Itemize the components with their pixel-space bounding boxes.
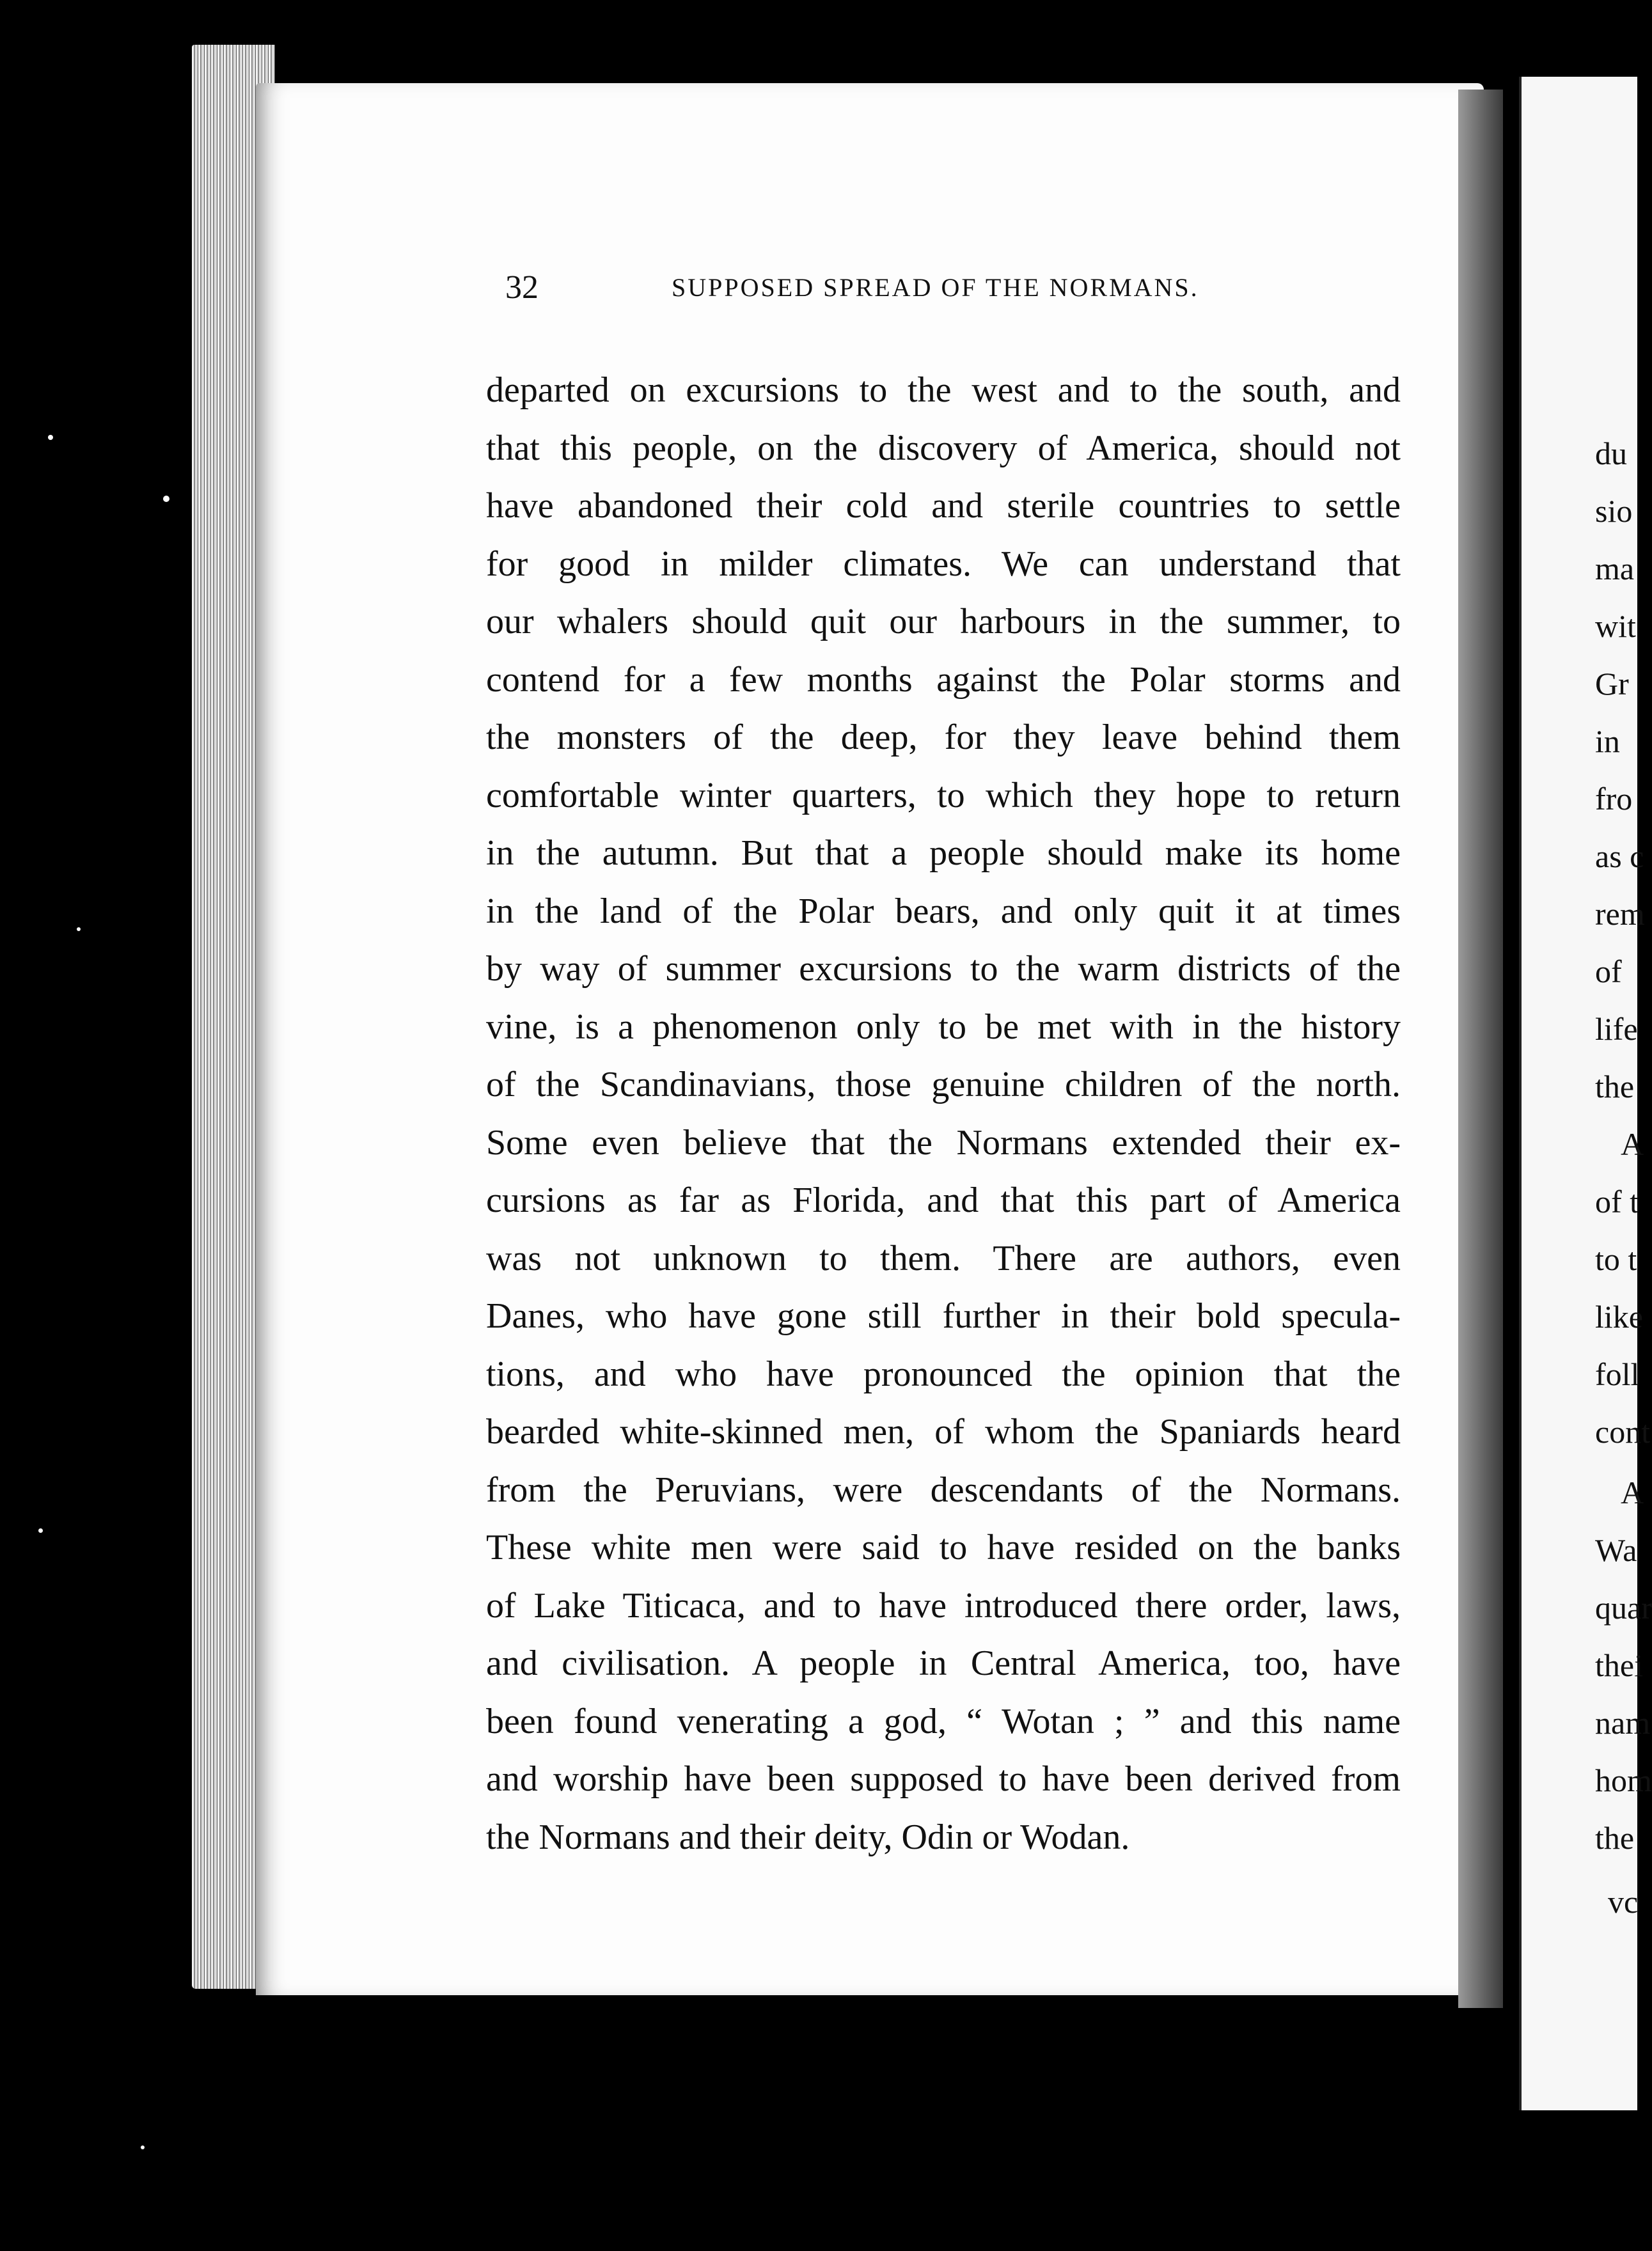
right-page-fragment: in xyxy=(1595,723,1620,759)
book-page-right xyxy=(1519,77,1652,2110)
body-text xyxy=(486,361,1401,1866)
running-head: SUPPOSED SPREAD OF THE NORMANS. xyxy=(672,273,1199,302)
dust-speck xyxy=(163,496,169,502)
right-page-fragment: thei xyxy=(1595,1647,1643,1683)
text-line: Some even believe that the Normans extended their ex- xyxy=(486,1122,1401,1163)
right-page-fragment: the xyxy=(1595,1069,1635,1104)
right-page-fragment: of xyxy=(1595,953,1622,989)
right-page-fragment: vc xyxy=(1608,1884,1639,1920)
right-page-fragment: A xyxy=(1621,1126,1644,1162)
right-page-fragment: wit xyxy=(1595,608,1636,644)
right-page-fragment: life xyxy=(1595,1011,1638,1047)
right-page-fragment: the xyxy=(1595,1820,1635,1856)
right-page-fragment: Gr xyxy=(1595,666,1629,702)
page-header xyxy=(505,269,1260,313)
right-page-fragment: rem xyxy=(1595,896,1645,932)
right-page-fragment: nam xyxy=(1595,1705,1651,1741)
text-line: contend for a few months against the Polar storms and xyxy=(486,659,1401,700)
right-page-fragment: hom xyxy=(1595,1762,1652,1798)
text-line: been found venerating a god, “ Wotan ; ” and this name xyxy=(486,1701,1401,1741)
text-line: of Lake Titicaca, and to have introduced there order, laws, xyxy=(486,1585,1401,1626)
right-page-fragment: quar xyxy=(1595,1590,1652,1626)
text-line: departed on excursions to the west and to the south, and xyxy=(486,370,1401,410)
right-page-fragment: foll xyxy=(1595,1356,1640,1392)
right-page-fragment: sio xyxy=(1595,493,1633,529)
right-page-fragment: cont xyxy=(1595,1414,1651,1450)
text-line: our whalers should quit our harbours in the summer, to xyxy=(486,602,1401,641)
text-line: for good in milder climates. We can understand that xyxy=(486,544,1401,584)
text-line: was not unknown to them. There are authors, even xyxy=(486,1238,1401,1278)
text-line: of the Scandinavians, those genuine children of the north. xyxy=(486,1065,1401,1104)
dust-speck xyxy=(38,1528,43,1533)
right-page-fragment: as c xyxy=(1595,838,1644,874)
text-line: in the autumn. But that a people should make its home xyxy=(486,833,1401,873)
gutter-shadow xyxy=(1458,90,1503,2008)
right-page-fragment: A xyxy=(1621,1475,1644,1510)
right-page-fragment: to t xyxy=(1595,1241,1637,1277)
right-page-fragment: du xyxy=(1595,435,1627,471)
text-line: Danes, who have gone still further in their bold specula- xyxy=(486,1296,1401,1336)
right-page-fragment: of t xyxy=(1595,1184,1639,1220)
dust-speck xyxy=(77,927,81,931)
text-line: tions, and who have pronounced the opinion that the xyxy=(486,1354,1401,1394)
text-line: These white men were said to have resided on the banks xyxy=(486,1528,1401,1567)
text-line: and civilisation. A people in Central America, too, have xyxy=(486,1643,1401,1683)
text-line: vine, is a phenomenon only to be met with in the history xyxy=(486,1007,1401,1047)
right-page-fragment: like xyxy=(1595,1299,1643,1335)
dust-speck xyxy=(141,2145,145,2149)
text-line-last: the Normans and their deity, Odin or Wodan. xyxy=(486,1817,1130,1857)
page-number: 32 xyxy=(505,269,539,306)
text-line: in the land of the Polar bears, and only quit it at times xyxy=(486,891,1401,931)
text-line: and worship have been supposed to have been derived from xyxy=(486,1759,1401,1799)
text-line: by way of summer excursions to the warm districts of the xyxy=(486,949,1401,989)
text-line: from the Peruvians, were descendants of the Normans. xyxy=(486,1470,1401,1510)
right-page-fragment: fro xyxy=(1595,781,1633,817)
dust-speck xyxy=(48,435,53,440)
right-page-fragment: ma xyxy=(1595,551,1635,586)
text-line: cursions as far as Florida, and that this part of America xyxy=(486,1180,1401,1220)
right-page-fragment: Wa xyxy=(1595,1532,1637,1568)
text-line: have abandoned their cold and sterile countries to settle xyxy=(486,486,1401,526)
text-line: that this people, on the discovery of America, should not xyxy=(486,428,1401,468)
text-line: bearded white-skinned men, of whom the Spaniards heard xyxy=(486,1412,1401,1452)
text-line: comfortable winter quarters, to which they hope to return xyxy=(486,775,1401,815)
text-line: the monsters of the deep, for they leave behind them xyxy=(486,718,1401,757)
